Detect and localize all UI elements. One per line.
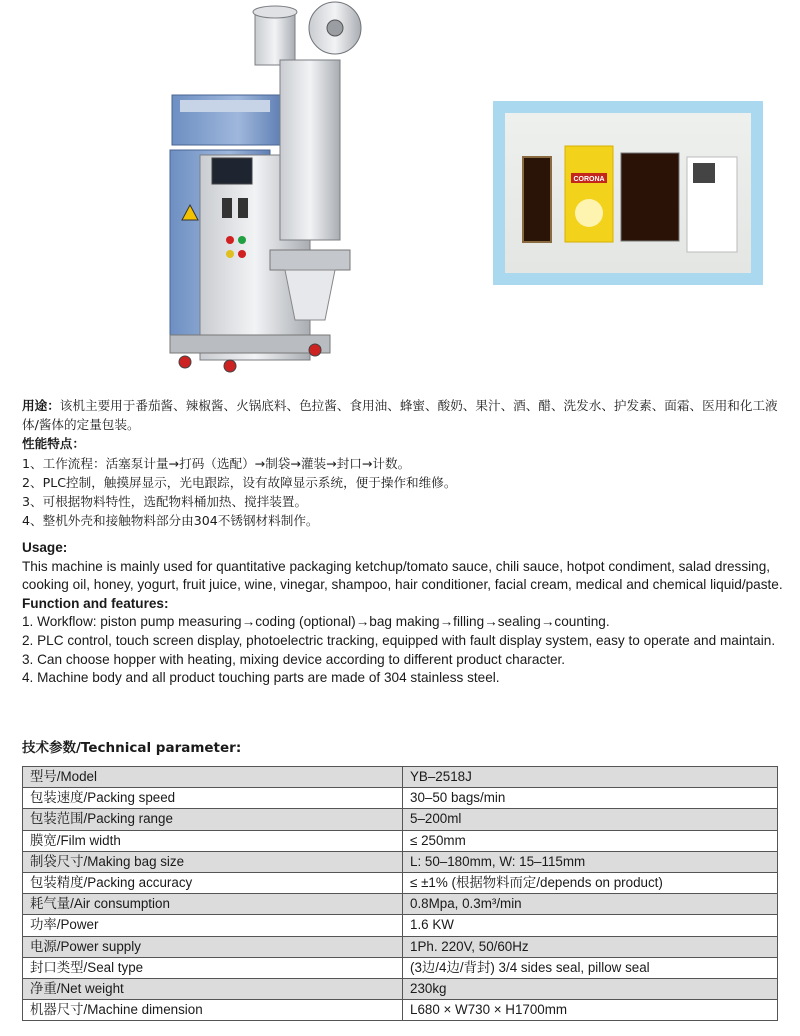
table-row — [23, 830, 778, 851]
en-feature-3: 3. Can choose hopper with heating, mixing device according to different product character. — [22, 651, 566, 667]
machine-image — [160, 0, 370, 380]
table-row — [23, 894, 778, 915]
spec-label: 包装范围/Packing range — [23, 809, 403, 830]
spec-label: 净重/Net weight — [23, 978, 403, 999]
cn-description — [22, 396, 782, 530]
table-row — [23, 1000, 778, 1021]
en-feature-4: 4. Machine body and all product touching parts are made of 304 stainless steel. — [22, 670, 500, 686]
spec-value: L: 50–180mm, W: 15–115mm — [403, 851, 778, 872]
spec-label: 包装精度/Packing accuracy — [23, 872, 403, 893]
cn-feature-2: 2、PLC控制，触摸屏显示，光电跟踪，设有故障显示系统，便于操作和维修。 — [22, 474, 457, 490]
table-row — [23, 978, 778, 999]
spec-value: 5–200ml — [403, 809, 778, 830]
en-usage-text: This machine is mainly used for quantitative packaging ketchup/tomato sauce, chili sauce, hotpot condiment, salad dressing, cooking oil, honey, yogurt, fruit juice, wine, vinegar, shampoo, hair conditioner, facial cream, medical and chemical liquid/paste. — [22, 558, 783, 593]
spec-label: 型号/Model — [23, 767, 403, 788]
table-row — [23, 872, 778, 893]
en-usage-title: Usage: — [22, 540, 68, 555]
tech-title: 技术参数/Technical parameter: — [22, 740, 242, 756]
spec-label: 耗气量/Air consumption — [23, 894, 403, 915]
cn-usage — [22, 396, 782, 434]
spec-label: 制袋尺寸/Making bag size — [23, 851, 403, 872]
cn-feature-3: 3、可根据物料特性，选配物料桶加热、搅拌装置。 — [22, 494, 308, 510]
spec-value: 1Ph. 220V, 50/60Hz — [403, 936, 778, 957]
cn-feature-1: 1、工作流程：活塞泵计量→打码（选配）→制袋→灌装→封口→计数。 — [22, 455, 411, 471]
packaging-machine-illustration-icon — [160, 0, 370, 380]
table-row — [23, 851, 778, 872]
spec-label: 电源/Power supply — [23, 936, 403, 957]
spec-value: ≤ ±1% (根据物料而定/depends on product) — [403, 872, 778, 893]
spec-value: 30–50 bags/min — [403, 788, 778, 809]
spec-label: 封口类型/Seal type — [23, 957, 403, 978]
spec-value: ≤ 250mm — [403, 830, 778, 851]
spec-label: 机器尺寸/Machine dimension — [23, 1000, 403, 1021]
cn-features-title: 性能特点： — [22, 436, 85, 452]
table-row — [23, 767, 778, 788]
table-row — [23, 915, 778, 936]
spec-label: 功率/Power — [23, 915, 403, 936]
en-description — [22, 539, 784, 688]
spec-label: 包装速度/Packing speed — [23, 788, 403, 809]
spec-value: 1.6 KW — [403, 915, 778, 936]
sauce-sachets-photo-icon — [505, 113, 751, 273]
sachet-brand: CORONA — [573, 176, 605, 183]
spec-table — [22, 766, 778, 1021]
en-feature-2: 2. PLC control, touch screen display, photoelectric tracking, equipped with fault display system, easy to operate and maintain. — [22, 632, 776, 648]
table-row — [23, 936, 778, 957]
cn-feature-4: 4、整机外壳和接触物料部分由304不锈钢材料制作。 — [22, 513, 319, 529]
product-photo — [493, 101, 763, 285]
spec-value: 0.8Mpa, 0.3m³/min — [403, 894, 778, 915]
spec-value: YB–2518J — [403, 767, 778, 788]
spec-value: (3边/4边/背封) 3/4 sides seal, pillow seal — [403, 957, 778, 978]
spec-label: 膜宽/Film width — [23, 830, 403, 851]
table-row — [23, 788, 778, 809]
table-row — [23, 957, 778, 978]
table-row — [23, 809, 778, 830]
cn-usage-text: 该机主要用于番茄酱、辣椒酱、火锅底料、色拉酱、食用油、蜂蜜、酸奶、果汁、酒、醋、洗发水、护发素、面霜、医用和化工液体/酱体的定量包装。 — [22, 398, 778, 433]
spec-value: L680 × W730 × H1700mm — [403, 1000, 778, 1021]
en-features-title: Function and features: — [22, 595, 169, 611]
en-feature-1: 1. Workflow: piston pump measuring→coding (optional)→bag making→filling→sealing→counting. — [22, 614, 610, 630]
spec-value: 230kg — [403, 978, 778, 999]
cn-usage-label: 用途： — [22, 398, 60, 413]
